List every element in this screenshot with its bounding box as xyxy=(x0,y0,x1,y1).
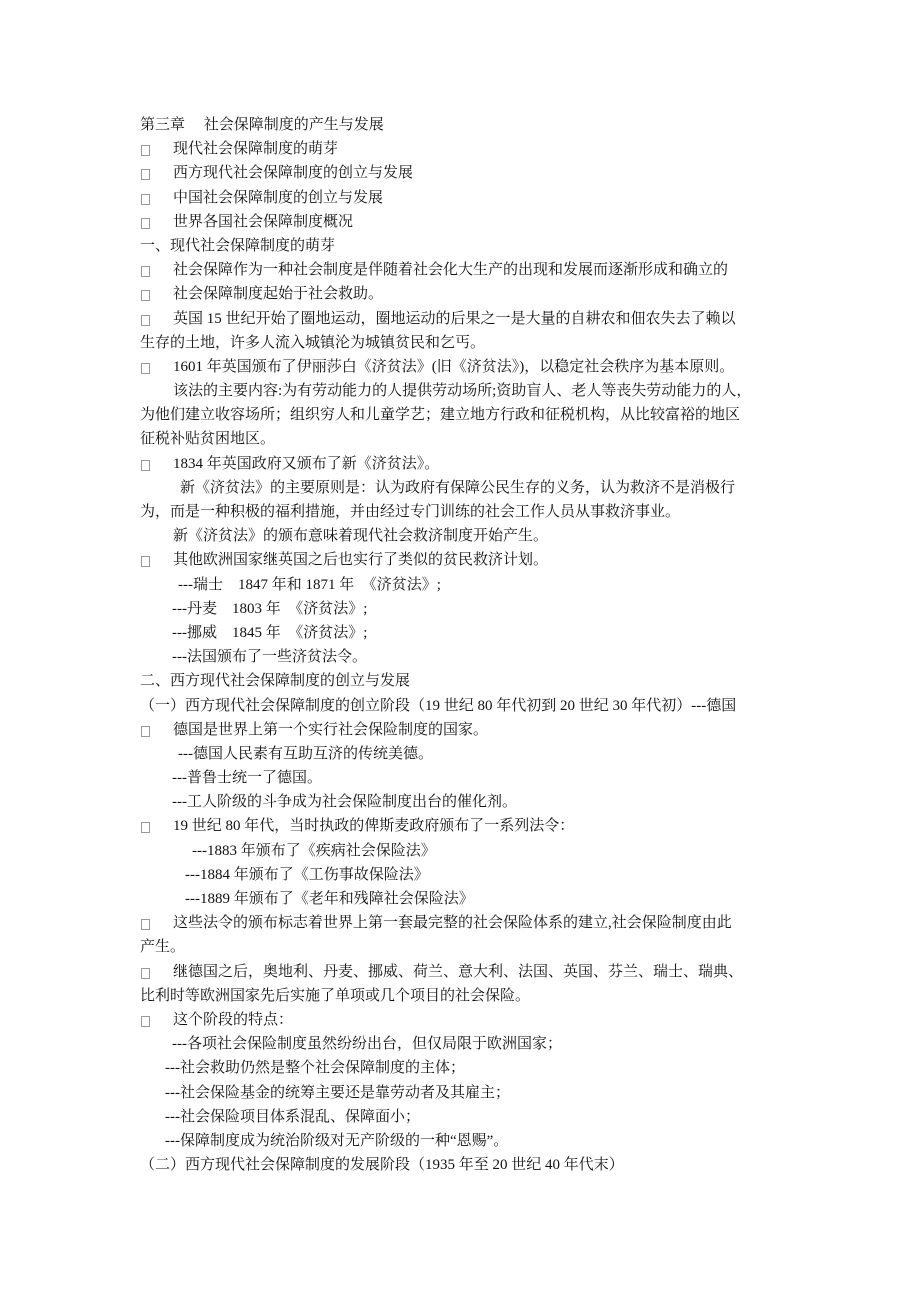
bullet-line: 19 世纪 80 年代，当时执政的俾斯麦政府颁布了一系列法令： xyxy=(140,814,785,838)
sub-item: ---德国人民素有互助互济的传统美德。 xyxy=(178,745,433,762)
sub-item: ---工人阶级的斗争成为社会保险制度出台的催化剂。 xyxy=(172,794,517,811)
text-line: 为，而是一种积极的福利措施，并由经过专门训练的社会工作人员从事救济事业。 xyxy=(140,504,681,520)
sub-item: ---1889 年颁布了《老年和残障社会保险法》 xyxy=(185,891,474,907)
sub-item: ---挪威 1845 年 《济贫法》; xyxy=(172,624,368,641)
bullet-line: 继德国之后，奥地利、丹麦、挪威、荷兰、意大利、法国、英国、芬兰、瑞士、瑞典、 xyxy=(140,960,785,984)
bullet-line: 这些法令的颁布标志着世界上第一套最完整的社会保险体系的建立,社会保险制度由此 xyxy=(140,911,785,935)
bullet-line: 其他欧洲国家继英国之后也实行了类似的贫民救济计划。 xyxy=(140,548,785,572)
outline-item: 现代社会保障制度的萌芽 xyxy=(140,137,785,161)
subsection-heading: （二）西方现代社会保障制度的发展阶段（1935 年至 20 世纪 40 年代末） xyxy=(140,1157,624,1174)
sub-item: ---丹麦 1803 年 《济贫法》; xyxy=(172,600,368,617)
sub-item: ---1883 年颁布了《疾病社会保险法》 xyxy=(192,842,436,859)
sub-item: ---各项社会保险制度虽然纷纷出台，但仅局限于欧洲国家； xyxy=(172,1036,562,1053)
section-heading: 二、西方现代社会保障制度的创立与发展 xyxy=(140,673,411,690)
bullet-line: 1601 年英国颁布了伊丽莎白《济贫法》(旧《济贫法》)，以稳定社会秩序为基本原则。 xyxy=(140,355,785,379)
bullet-line: 社会保障作为一种社会制度是伴随着社会化大生产的出现和发展而逐渐形成和确立的 xyxy=(140,258,785,282)
text-line: 新《济贫法》的颁布意味着现代社会救济制度开始产生。 xyxy=(173,528,549,545)
bullet-line: 这个阶段的特点： xyxy=(140,1008,785,1032)
text-line: 该法的主要内容:为有劳动能力的人提供劳动场所;资助盲人、老人等丧失劳动能力的人， xyxy=(173,383,752,400)
bullet-line: 英国 15 世纪开始了圈地运动，圈地运动的后果之一是大量的自耕农和佃农失去了赖以 xyxy=(140,307,785,331)
outline-item: 中国社会保障制度的创立与发展 xyxy=(140,186,785,210)
sub-item: ---1884 年颁布了《工伤事故保险法》 xyxy=(185,866,429,883)
sub-item: ---社会保险基金的统筹主要还是靠劳动者及其雇主； xyxy=(165,1084,510,1101)
bullet-line: 1834 年英国政府又颁布了新《济贫法》。 xyxy=(140,452,785,476)
text-line: 生存的土地，许多人流入城镇沦为城镇贫民和乞丐。 xyxy=(140,334,486,351)
outline-item: 西方现代社会保障制度的创立与发展 xyxy=(140,161,785,185)
sub-item: ---社会保险项目体系混乱、保障面小； xyxy=(165,1108,420,1125)
sub-item: ---法国颁布了一些济贫法令。 xyxy=(172,649,367,666)
subsection-heading: （一）西方现代社会保障制度的创立阶段（19 世纪 80 年代初到 20 世纪 30 年代初）---德国 xyxy=(140,697,737,714)
bullet-line: 社会保障制度起始于社会救助。 xyxy=(140,282,785,306)
text-line: 比利时等欧洲国家先后实施了单项或几个项目的社会保险。 xyxy=(140,987,531,1004)
chapter-title: 第三章 社会保障制度的产生与发展 xyxy=(140,117,384,133)
sub-item: ---保障制度成为统治阶级对无产阶级的一种“恩赐”。 xyxy=(165,1132,509,1149)
section-heading: 一、现代社会保障制度的萌芽 xyxy=(140,237,336,254)
sub-item: ---普鲁士统一了德国。 xyxy=(172,770,322,787)
bullet-line: 德国是世界上第一个实行社会保险制度的国家。 xyxy=(140,718,785,742)
text-line: 为他们建立收容场所；组织穷人和儿童学艺；建立地方行政和征税机构，从比较富裕的地区 xyxy=(140,407,741,424)
sub-item: ---瑞士 1847 年和 1871 年 《济贫法》; xyxy=(178,576,441,593)
document-body xyxy=(140,113,785,1177)
text-line: 新《济贫法》的主要原则是：认为政府有保障公民生存的义务，认为救济不是消极行 xyxy=(180,479,736,496)
outline-item: 世界各国社会保障制度概况 xyxy=(140,210,785,234)
text-line: 征税补贴贫困地区。 xyxy=(140,431,276,448)
sub-item: ---社会救助仍然是整个社会保障制度的主体； xyxy=(165,1060,465,1077)
text-line: 产生。 xyxy=(140,939,186,956)
